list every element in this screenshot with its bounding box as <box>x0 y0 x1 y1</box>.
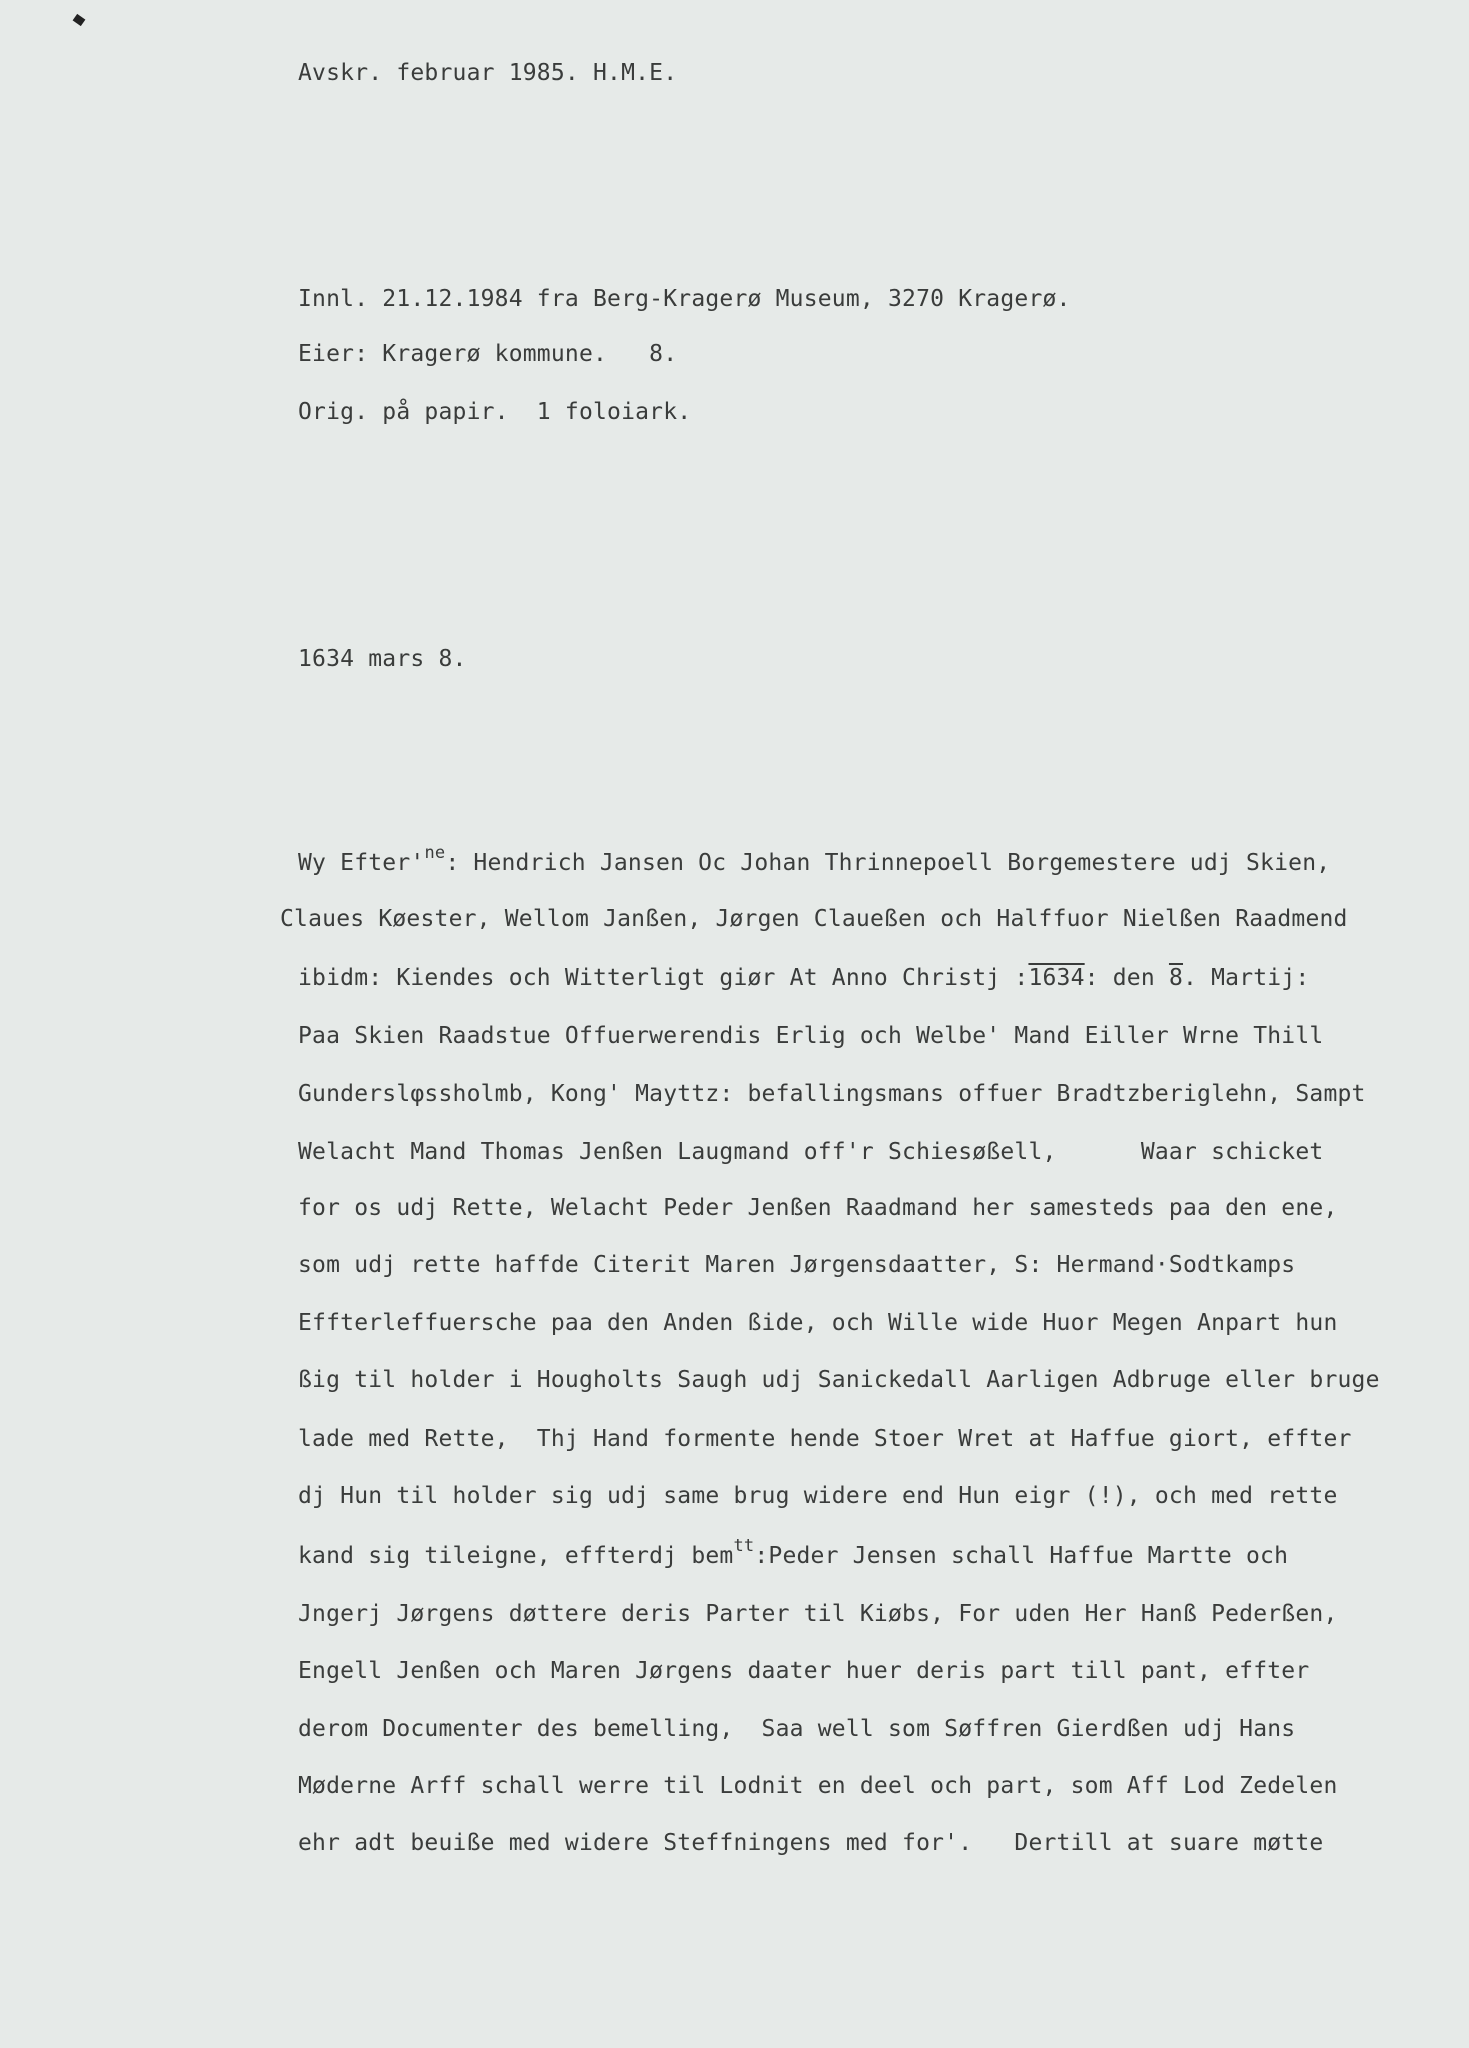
body-line-10: ßig til holder i Hougholts Saugh udj Sanickedall Aarligen Adbruge eller bruge <box>298 1367 1380 1393</box>
body-line-8: som udj rette haffde Citerit Maren Jørgensdaatter, S: Hermand·Sodtkamps <box>298 1252 1296 1278</box>
document-date: 1634 mars 8. <box>298 646 467 672</box>
body-line-9: Effterleffuersche paa den Anden ßide, och Wille wide Huor Megen Anpart hun <box>298 1310 1338 1336</box>
body-line-4: Paa Skien Raadstue Offuerwerendis Erlig och Welbe' Mand Eiller Wrne Thill <box>298 1023 1324 1049</box>
owner-note: Eier: Kragerø kommune. 8. <box>298 341 678 367</box>
body-line-16: derom Documenter des bemelling, Saa well som Søffren Gierdßen udj Hans <box>298 1716 1296 1742</box>
body-line-6: Welacht Mand Thomas Jenßen Laugmand off'r Schiesøßell, Waar schicket <box>298 1139 1324 1165</box>
body-line-13-text-a: kand sig tileigne, effterdj bem <box>298 1543 734 1569</box>
body-line-12: dj Hun til holder sig udj same brug widere end Hun eigr (!), och med rette <box>298 1483 1338 1509</box>
body-line-5: Gunderslφssholmb, Kong' Mayttz: befallingsmans offuer Bradtzberiglehn, Sampt <box>298 1081 1366 1107</box>
body-line-3-text-c: . Martij: <box>1183 965 1310 991</box>
body-line-3-day: 8 <box>1168 965 1184 991</box>
body-line-13 <box>298 1536 1289 1569</box>
body-line-14: Jngerj Jørgens døttere deris Parter til Kiøbs, For uden Her Hanß Pederßen, <box>298 1601 1338 1627</box>
body-line-3-year: 1634 <box>1028 965 1085 991</box>
body-line-1-text-a: Wy Efter' <box>298 850 425 876</box>
body-line-18: ehr adt beuiße med widere Steffningens med for'. Dertill at suare møtte <box>298 1830 1324 1856</box>
body-line-1-text-b: : Hendrich Jansen Oc Johan Thrinnepoell Borgemestere udj Skien, <box>445 850 1331 876</box>
body-line-2: Claues Køester, Wellom Janßen, Jørgen Claueßen och Halffuor Nielßen Raadmend <box>280 906 1348 932</box>
body-line-17: Møderne Arff schall werre til Lodnit en deel och part, som Aff Lod Zedelen <box>298 1773 1338 1799</box>
body-line-3 <box>298 965 1309 991</box>
original-note: Orig. på papir. 1 foloiark. <box>298 399 692 425</box>
received-note: Innl. 21.12.1984 fra Berg-Kragerø Museum, 3270 Kragerø. <box>298 286 1071 312</box>
body-line-13-text-b: :Peder Jensen schall Haffue Martte och <box>754 1543 1289 1569</box>
body-line-11: lade med Rette, Thj Hand formente hende Stoer Wret at Haffue giort, effter <box>298 1426 1352 1452</box>
body-line-1-superscript: ne <box>424 843 446 863</box>
body-line-7: for os udj Rette, Welacht Peder Jenßen Raadmand her samesteds paa den ene, <box>298 1195 1338 1221</box>
corner-mark <box>73 14 86 26</box>
body-line-13-superscript: tt <box>733 1536 755 1556</box>
body-line-3-text-b: : den <box>1084 965 1169 991</box>
body-line-15: Engell Jenßen och Maren Jørgens daater huer deris part till pant, effter <box>298 1658 1310 1684</box>
transcription-note: Avskr. februar 1985. H.M.E. <box>298 60 678 86</box>
body-line-3-text-a: ibidm: Kiendes och Witterligt giør At Anno Christj : <box>298 965 1029 991</box>
body-line-1 <box>298 843 1331 876</box>
